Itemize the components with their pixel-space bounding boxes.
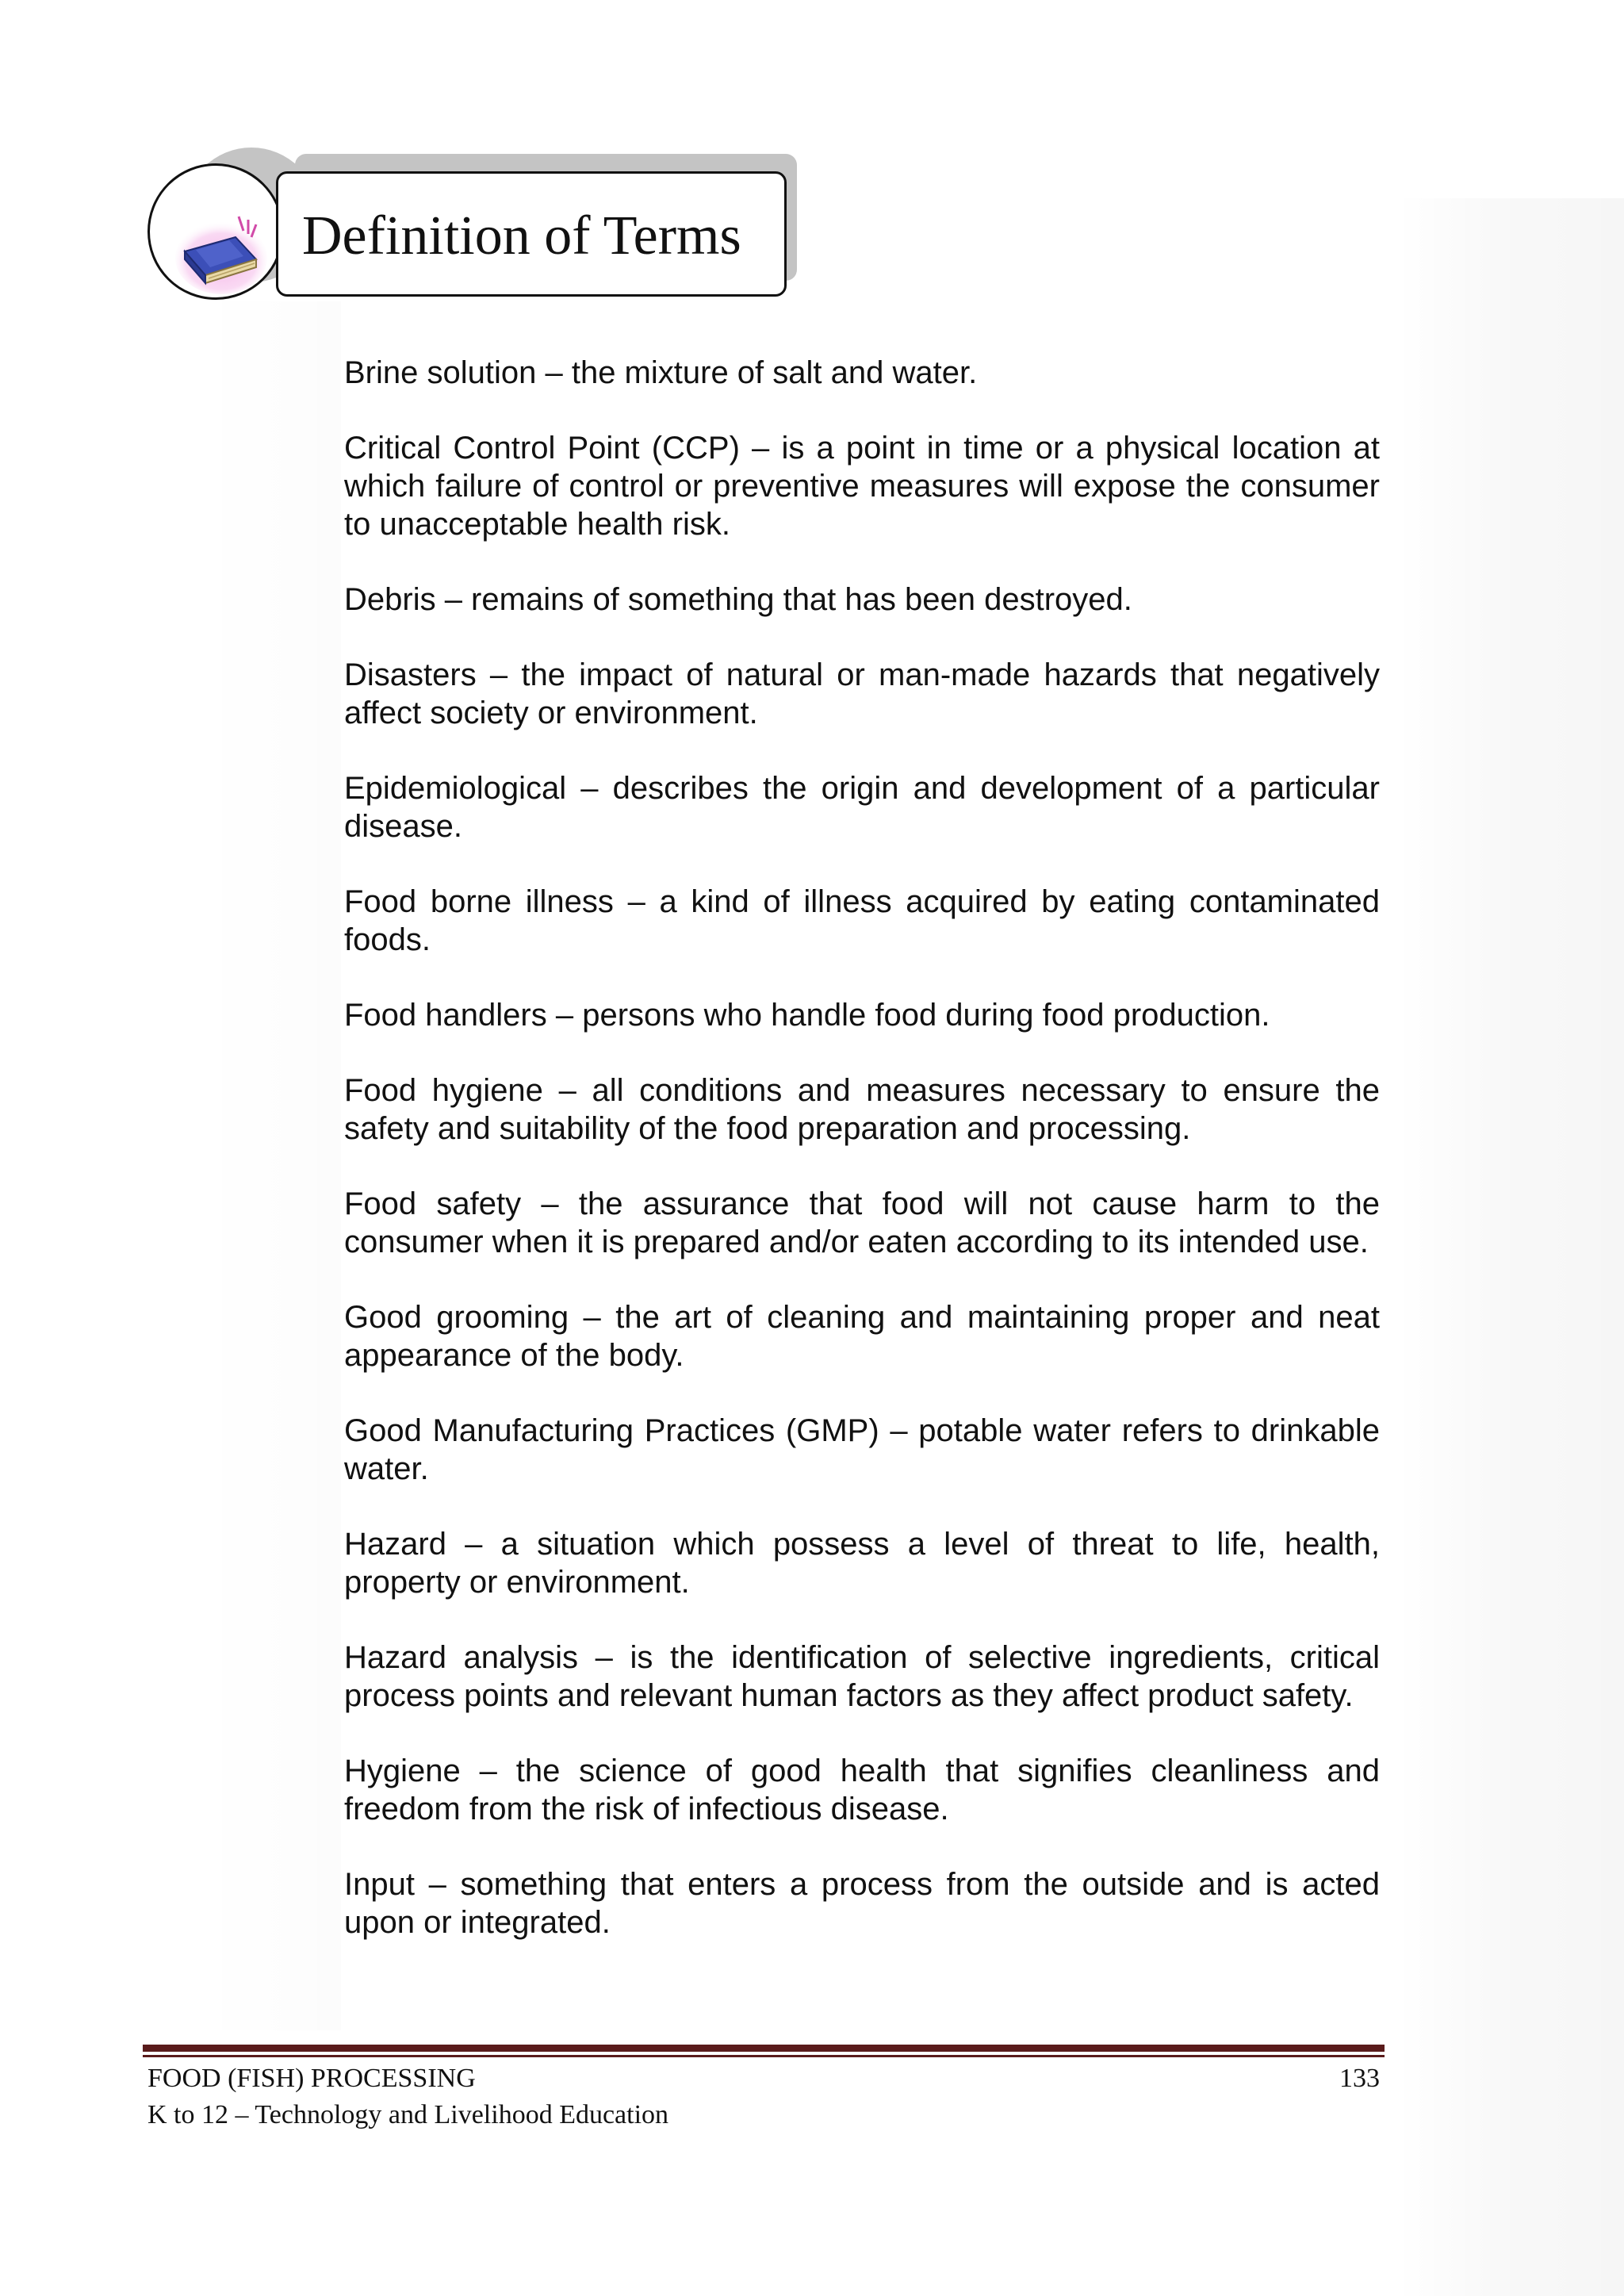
term-disasters: Disasters – the impact of natural or man-made hazards that negatively affect society or environment. [344,657,1380,730]
term-hygiene: Hygiene – the science of good health that signifies cleanliness and freedom from the risk of infectious disease. [344,1754,1380,1826]
term-epidemiological: Epidemiological – describes the origin and development of a particular disease. [344,771,1380,844]
term-good-grooming: Good grooming – the art of cleaning and maintaining proper and neat appearance of the body. [344,1300,1380,1373]
footer-rule-thin [143,2055,1385,2057]
term-brine-solution: Brine solution – the mixture of salt and water. [344,355,978,390]
book-icon [174,210,269,297]
footer-program: K to 12 – Technology and Livelihood Education [147,2100,669,2129]
term-good-manufacturing-practices: Good Manufacturing Practices (GMP) – potable water refers to drinkable water. [344,1413,1380,1486]
footer-subject: FOOD (FISH) PROCESSING [147,2064,476,2093]
term-input: Input – something that enters a process from the outside and is acted upon or integrated. [344,1867,1380,1940]
term-debris: Debris – remains of something that has been destroyed. [344,582,1132,617]
term-food-handlers: Food handlers – persons who handle food during food production. [344,998,1270,1033]
footer-rule-thick [143,2045,1385,2052]
page-edge-shade [1396,198,1624,2296]
term-food-borne-illness: Food borne illness – a kind of illness acquired by eating contaminated foods. [344,884,1380,957]
page-inner-shade [198,301,341,2030]
terms-list [344,354,1380,1941]
term-food-safety: Food safety – the assurance that food will not cause harm to the consumer when it is prepared and/or eaten according to its intended use. [344,1186,1380,1259]
term-hazard: Hazard – a situation which possess a level of threat to life, health, property or environment. [344,1527,1380,1600]
section-heading [143,143,825,309]
heading-icon-circle [147,163,284,300]
term-hazard-analysis: Hazard analysis – is the identification of selective ingredients, critical process points and relevant human factors as they affect product safety. [344,1640,1380,1713]
footer-text [147,2060,668,2133]
term-food-hygiene: Food hygiene – all conditions and measures necessary to ensure the safety and suitability of the food preparation and processing. [344,1073,1380,1146]
heading-title-box [276,171,787,297]
term-critical-control-point: Critical Control Point (CCP) – is a point in time or a physical location at which failure of control or preventive measures will expose the consumer to unacceptable health risk. [344,431,1380,542]
page-number: 133 [1339,2064,1380,2093]
page-title: Definition of Terms [302,205,741,266]
